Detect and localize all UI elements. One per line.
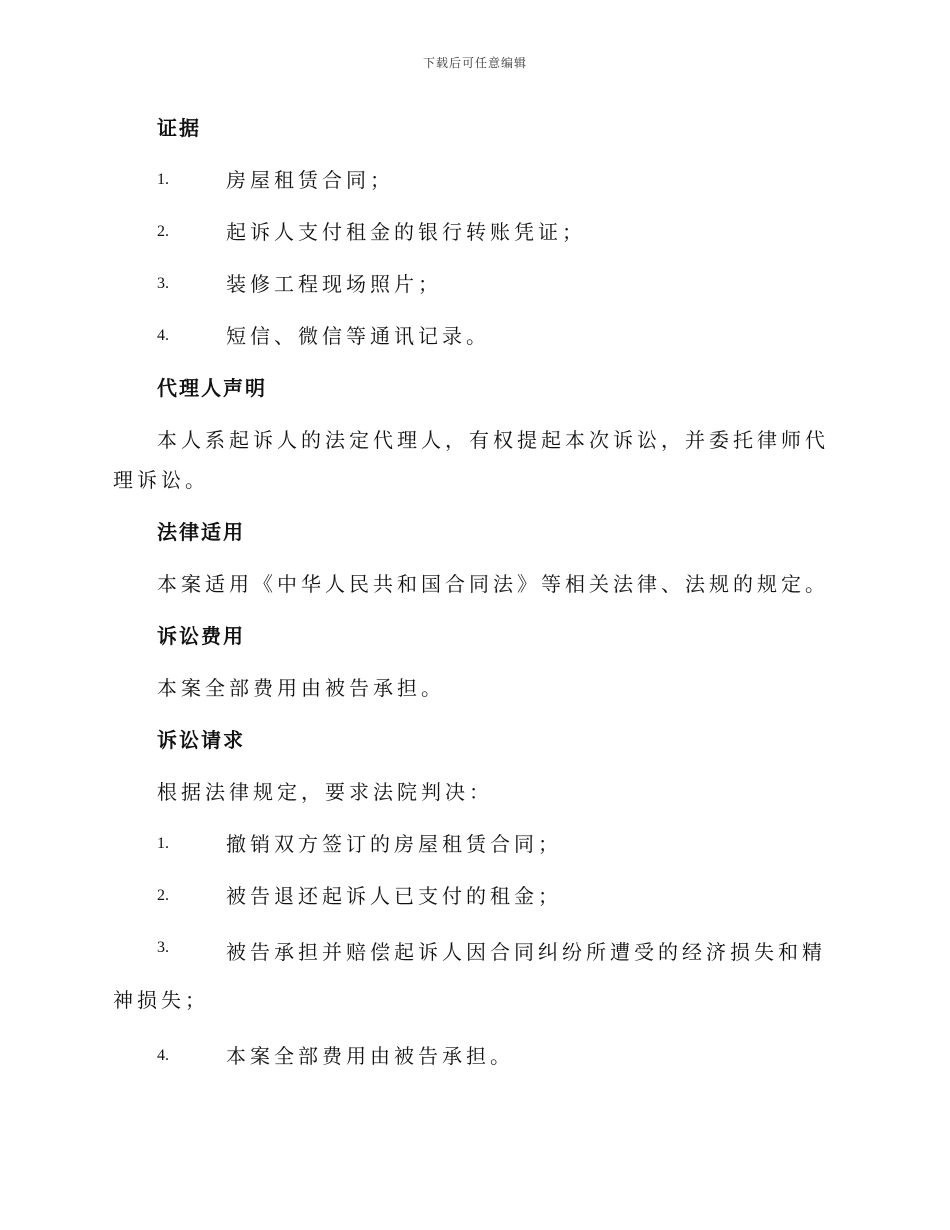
section-title-claims: 诉讼请求 <box>157 728 245 752</box>
item-number: 4. <box>157 327 169 344</box>
fees-text: 本案全部费用由被告承担。 <box>157 676 445 700</box>
item-number: 3. <box>157 939 169 956</box>
evidence-item <box>113 212 833 264</box>
item-text: 撤销双方签订的房屋租赁合同； <box>226 832 562 856</box>
item-number: 1. <box>157 171 169 188</box>
evidence-item <box>113 160 833 212</box>
section-title-agent: 代理人声明 <box>157 376 267 400</box>
evidence-item <box>113 316 833 368</box>
item-text: 房屋租赁合同； <box>226 168 394 192</box>
claim-item <box>113 876 833 928</box>
item-text: 装修工程现场照片； <box>226 272 442 296</box>
item-number: 2. <box>157 223 169 240</box>
agent-statement: 本人系起诉人的法定代理人，有权提起本次诉讼，并委托律师代理诉讼。 <box>113 428 829 492</box>
item-number: 2. <box>157 887 169 904</box>
item-text: 起诉人支付租金的银行转账凭证； <box>226 220 586 244</box>
document-body <box>113 108 833 1088</box>
item-number: 1. <box>157 835 169 852</box>
page-header: 下载后可任意编辑 <box>422 56 527 70</box>
evidence-item <box>113 264 833 316</box>
item-text: 被告退还起诉人已支付的租金； <box>226 884 562 908</box>
law-text: 本案适用《中华人民共和国合同法》等相关法律、法规的规定。 <box>157 572 829 596</box>
claims-intro: 根据法律规定，要求法院判决： <box>157 780 493 804</box>
claim-item <box>113 824 833 876</box>
item-text: 本案全部费用由被告承担。 <box>226 1044 514 1068</box>
item-number: 3. <box>157 275 169 292</box>
item-number: 4. <box>157 1047 169 1064</box>
section-title-evidence: 证据 <box>157 116 201 140</box>
item-text: 短信、微信等通讯记录。 <box>226 324 490 348</box>
section-title-law: 法律适用 <box>157 520 245 544</box>
claim-item <box>113 1036 833 1088</box>
section-title-fees: 诉讼费用 <box>157 624 245 648</box>
claim-item <box>113 928 833 1024</box>
item-text: 被告承担并赔偿起诉人因合同纠纷所遭受的经济损失和精神损失； <box>113 940 826 1012</box>
